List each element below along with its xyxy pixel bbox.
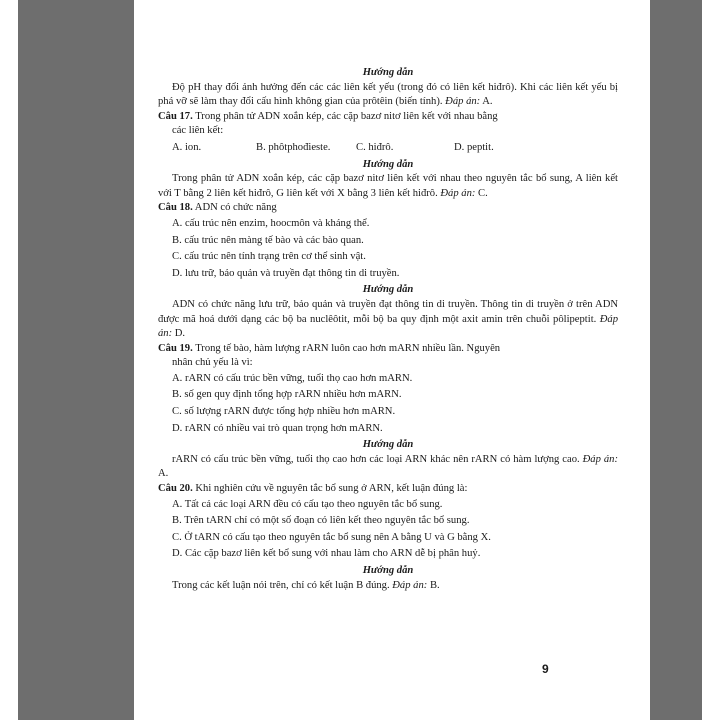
answer-label: Đáp án: [158, 313, 618, 340]
explanation-paragraph [158, 453, 618, 482]
option-a: A. rARN có cấu trúc bền vững, tuổi thọ cao hơn mARN. [172, 372, 413, 384]
question-label: Câu 17. [158, 110, 193, 122]
heading-huong-dan: Hướng dẫn [362, 284, 414, 296]
question-18 [158, 201, 618, 216]
option-c: C. số lượng rARN được tổng hợp nhiều hơn mARN. [172, 406, 396, 418]
answer-value: B. [427, 579, 440, 591]
explanation-text: ADN có chức năng lưu trữ, bảo quản và truyền đạt thông tin di truyền. Thông tin di truyền ở trên ADN được mã hoá dưới dạng các bộ ba nuclêôtit, mỗi bộ ba quy định một axit amin trên chuỗi pôlipeptit. [158, 298, 618, 325]
answer-value: D. [172, 328, 186, 340]
explanation-paragraph [158, 172, 618, 201]
explanation-text: rARN có cấu trúc bền vững, tuổi thọ cao hơn các loại ARN khác nên rARN có hàm lượng cao. [172, 453, 580, 465]
answer-label: Đáp án: [582, 453, 618, 465]
right-dark-margin [650, 0, 702, 720]
heading-huong-dan: Hướng dẫn [362, 439, 414, 451]
page-content [158, 66, 618, 593]
heading-huong-dan: Hướng dẫn [362, 67, 414, 78]
answer-label: Đáp án: [440, 187, 476, 199]
explanation-paragraph [158, 81, 618, 110]
option-b: B. cấu trúc nên màng tế bào và các bào quan. [172, 234, 364, 246]
question-text: Trong tế bào, hàm lượng rARN luôn cao hơn mARN nhiều lần. Nguyên [192, 342, 501, 354]
option-c: C. hiđrô. [356, 141, 394, 153]
question-17 [158, 110, 618, 125]
left-dark-margin [18, 0, 134, 720]
answer-label: Đáp án: [445, 96, 481, 108]
question-label: Câu 19. [158, 342, 193, 354]
question-20 [158, 482, 618, 497]
heading-huong-dan: Hướng dẫn [362, 565, 414, 576]
question-text: Khi nghiên cứu về nguyên tắc bổ sung ở ARN, kết luận đúng là: [192, 483, 468, 495]
document-page [134, 0, 650, 720]
answer-value: A. [158, 468, 169, 480]
question-continuation: các liên kết: [172, 125, 224, 137]
answer-value: C. [475, 187, 488, 199]
question-19 [158, 342, 618, 357]
answer-value: A. [480, 96, 493, 108]
option-b: B. số gen quy định tổng hợp rARN nhiều hơn mARN. [172, 389, 402, 401]
option-a: A. cấu trúc nên enzim, hoocmôn và kháng thể. [172, 217, 370, 229]
option-c: C. Ở tARN có cấu tạo theo nguyên tắc bổ sung nên A bằng U và G bằng X. [172, 531, 491, 543]
question-text: Trong phân tử ADN xoắn kép, các cặp bazơ nitơ liên kết với nhau bằng [192, 110, 498, 122]
question-text: ADN có chức năng [192, 202, 277, 214]
heading-huong-dan: Hướng dẫn [362, 158, 414, 170]
option-d: D. rARN có nhiều vai trò quan trọng hơn mARN. [172, 422, 383, 434]
option-d: D. Các cặp bazơ liên kết bổ sung với nhau làm cho ARN dễ bị phân huỷ. [172, 548, 481, 560]
question-continuation: nhân chủ yếu là vì: [172, 357, 253, 369]
option-a: A. ion. [172, 141, 202, 153]
page-number: 9 [542, 662, 549, 676]
option-b: B. phôtphođieste. [256, 141, 331, 153]
option-a: A. Tất cả các loại ARN đều có cấu tạo theo nguyên tắc bổ sung. [172, 498, 443, 510]
question-label: Câu 20. [158, 483, 193, 495]
explanation-paragraph [158, 298, 618, 342]
options-row [158, 141, 618, 156]
explanation-text: Độ pH thay đổi ảnh hưởng đến các các liên kết yếu (trong đó có liên kết hiđrô). Khi các liên kết yếu bị phá vỡ sẽ làm thay đổi cấu hình không gian của prôtêin (biến tính). [158, 81, 618, 108]
question-label: Câu 18. [158, 202, 193, 214]
option-c: C. cấu trúc nên tính trạng trên cơ thể sinh vật. [172, 251, 366, 263]
explanation-paragraph [158, 579, 618, 594]
explanation-text: Trong phân tử ADN xoắn kép, các cặp bazơ nitơ liên kết với nhau theo nguyên tắc bổ sung, A liên kết với T bằng 2 liên kết hiđrô, G liên kết với X bằng 3 liên kết hiđrô. [158, 173, 618, 199]
explanation-text: Trong các kết luận nói trên, chỉ có kết luận B đúng. [172, 579, 390, 591]
option-b: B. Trên tARN chỉ có một số đoạn có liên kết theo nguyên tắc bổ sung. [172, 515, 470, 527]
option-d: D. peptit. [454, 141, 494, 153]
option-d: D. lưu trữ, bảo quản và truyền đạt thông tin di truyền. [172, 267, 400, 279]
answer-label: Đáp án: [392, 579, 428, 591]
